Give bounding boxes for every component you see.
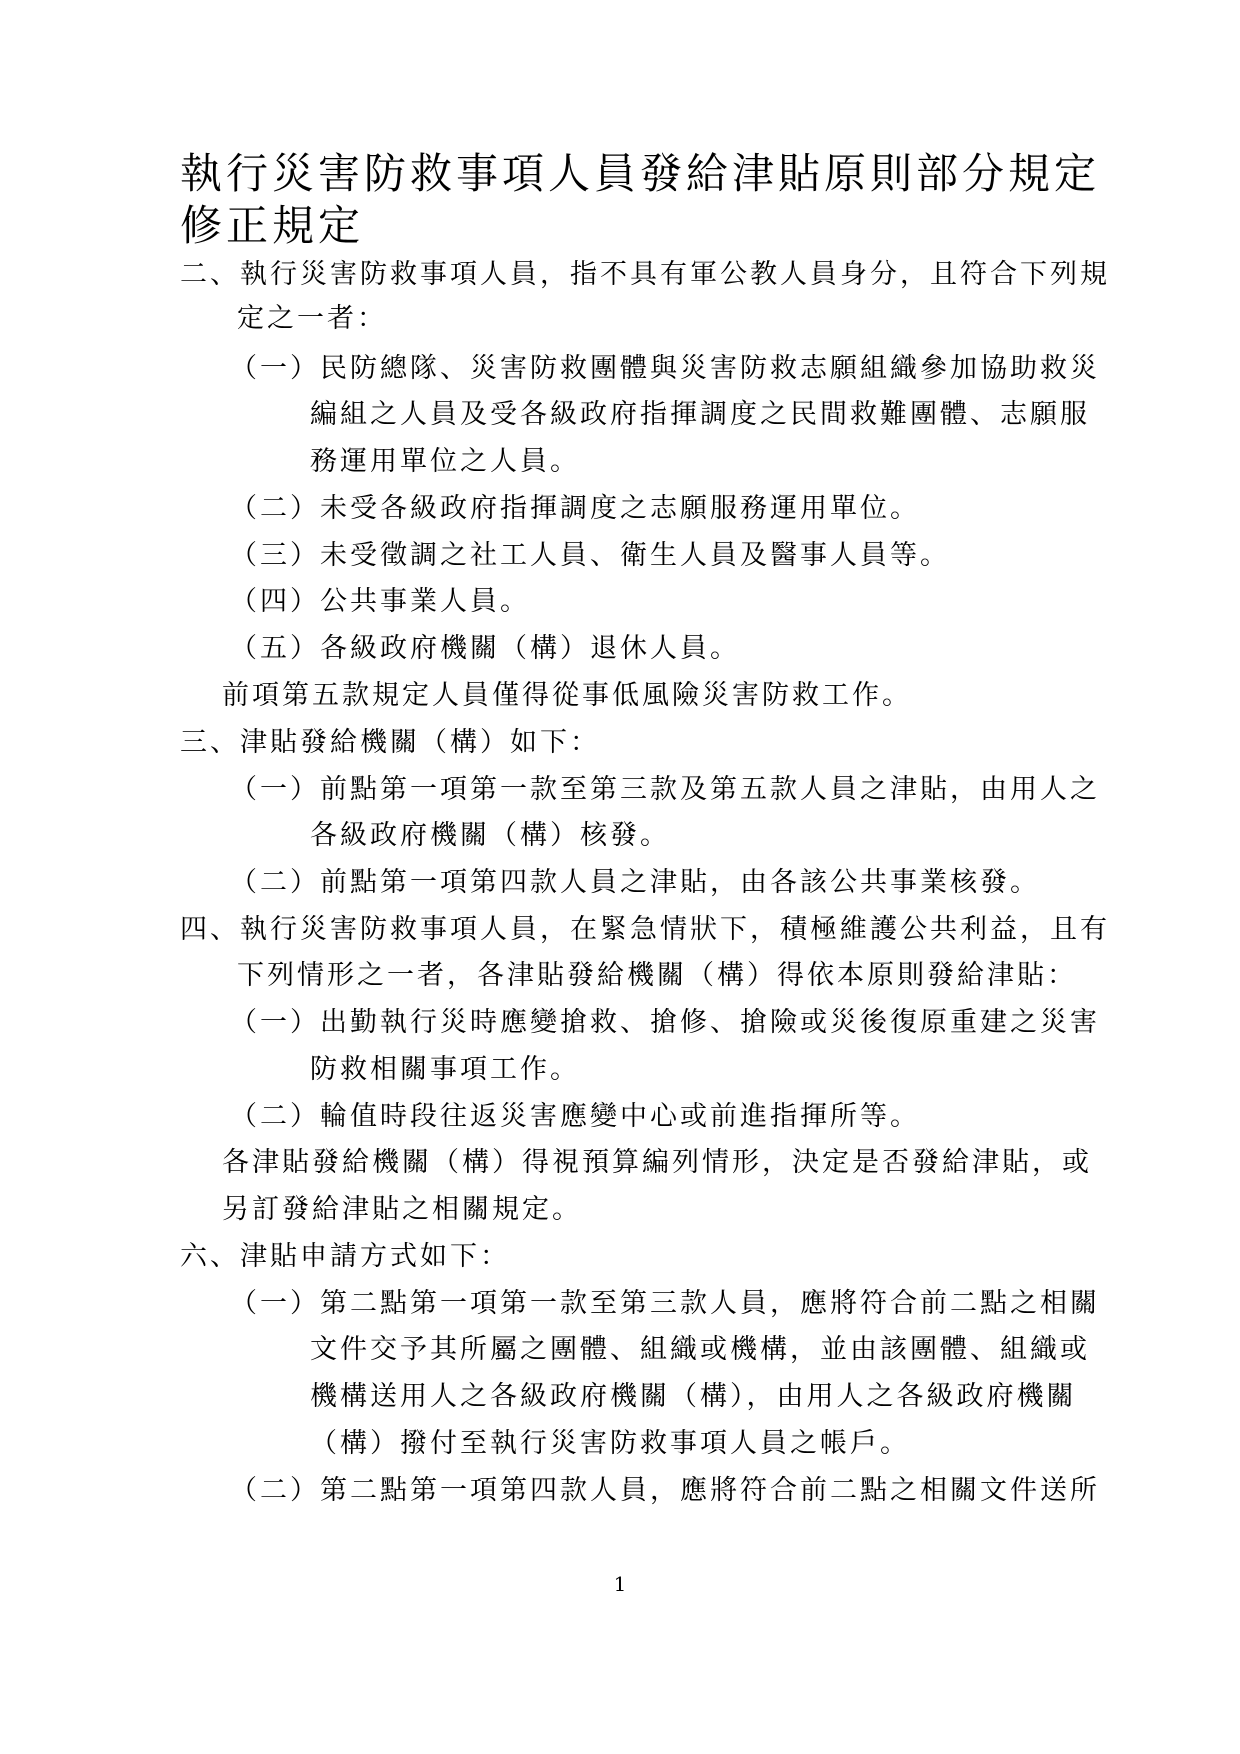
page-number: 1 [613,1572,627,1596]
article-2-item-1-cont: 編組之人員及受各級政府指揮調度之民間救難團體、志願服 [310,399,1090,430]
article-2-item-1-cont: 務運用單位之人員。 [310,446,580,477]
article-2-item-2: （二）未受各級政府指揮調度之志願服務運用單位。 [230,493,920,524]
article-6-item-2: （二）第二點第一項第四款人員，應將符合前二點之相關文件送所 [230,1475,1100,1506]
article-4-item-1-cont: 防救相關事項工作。 [310,1054,580,1085]
article-4-heading: 四、執行災害防救事項人員，在緊急情狀下，積極維護公共利益，且有 [180,914,1110,945]
article-6-heading: 六、津貼申請方式如下： [180,1241,510,1272]
article-4-heading-cont: 下列情形之一者，各津貼發給機關（構）得依本原則發給津貼： [237,960,1077,991]
article-3-item-1: （一）前點第一項第一款至第三款及第五款人員之津貼，由用人之 [230,774,1100,805]
article-2-heading-cont: 定之一者： [237,303,387,334]
article-4-item-2: （二）輪值時段往返災害應變中心或前進指揮所等。 [230,1101,920,1132]
article-3-heading: 三、津貼發給機關（構）如下： [180,727,600,758]
article-3-item-2: （二）前點第一項第四款人員之津貼，由各該公共事業核發。 [230,867,1040,898]
article-2-note: 前項第五款規定人員僅得從事低風險災害防救工作。 [222,680,912,711]
article-2-item-3: （三）未受徵調之社工人員、衛生人員及醫事人員等。 [230,540,950,571]
article-6-item-1: （一）第二點第一項第一款至第三款人員，應將符合前二點之相關 [230,1288,1100,1319]
article-6-item-1-cont: 機構送用人之各級政府機關（構），由用人之各級政府機關 [310,1381,1077,1412]
article-2-item-4: （四）公共事業人員。 [230,586,530,617]
article-3-item-1-cont: 各級政府機關（構）核發。 [310,820,670,851]
article-4-item-1: （一）出勤執行災時應變搶救、搶修、搶險或災後復原重建之災害 [230,1007,1100,1038]
article-2-item-5: （五）各級政府機關（構）退休人員。 [230,633,740,664]
article-6-item-1-cont: 文件交予其所屬之團體、組織或機構，並由該團體、組織或 [310,1334,1090,1365]
article-4-note: 各津貼發給機關（構）得視預算編列情形，決定是否發給津貼，或 [222,1147,1092,1178]
article-2-heading: 二、執行災害防救事項人員，指不具有軍公教人員身分，且符合下列規 [180,259,1110,290]
article-6-item-1-cont: （構）撥付至執行災害防救事項人員之帳戶。 [310,1428,910,1459]
article-4-note-cont: 另訂發給津貼之相關規定。 [222,1194,582,1225]
document-title: 執行災害防救事項人員發給津貼原則部分規定修正規定 [180,149,1101,250]
article-2-item-1: （一）民防總隊、災害防救團體與災害防救志願組織參加協助救災 [230,353,1100,384]
